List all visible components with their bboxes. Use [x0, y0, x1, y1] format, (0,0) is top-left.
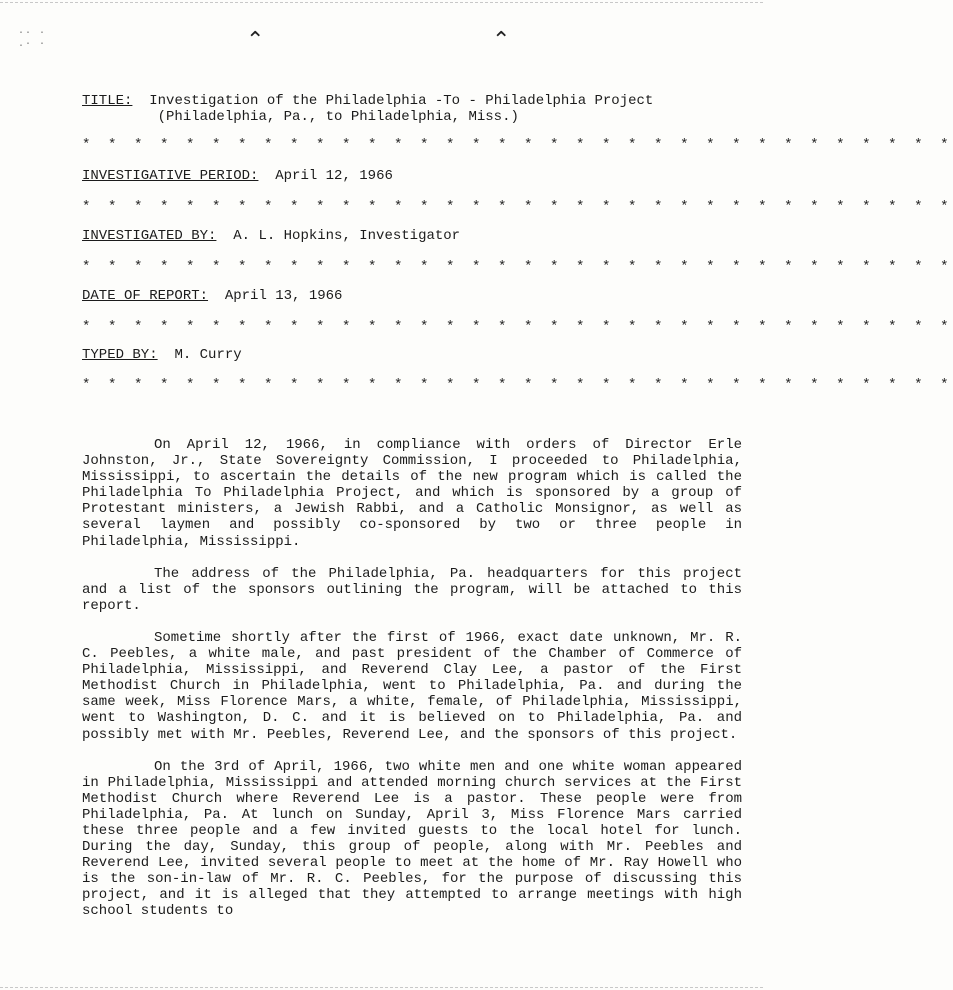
paragraph: The address of the Philadelphia, Pa. headquarters for this project and a list of the sponsors outlining the program, will be attached to this report. [82, 565, 742, 614]
bottom-border [0, 987, 763, 988]
top-border [0, 2, 763, 3]
paragraph: Sometime shortly after the first of 1966, exact date unknown, Mr. R. C. Peebles, a white male, and past president of the Chamber of Commerce of Philadelphia, Mississippi, and Reverend Clay Lee, a pastor of the First Methodist Church in Philadelphia, went to Philadelphia, Pa. and during the same week, Miss Florence Mars, a white, female, of Philadelphia, Mississippi, went to Washington, D. C. and it is believed on to Philadelphia, Pa. and possibly met with Mr. Peebles, Reverend Lee, and the sponsors of this project. [82, 629, 742, 743]
caret-mark-icon: ⌃ [492, 28, 511, 53]
separator: * * * * * * * * * * * * * * * * * * * * * * * * * * * * * * * * * * [82, 199, 953, 215]
separator: * * * * * * * * * * * * * * * * * * * * * * * * * * * * * * * * * * [82, 319, 953, 335]
investigated-by [82, 228, 460, 244]
investigative-period [82, 168, 393, 184]
corner-stamp-mark: ·· · .· · [18, 28, 47, 50]
typed-by [82, 347, 242, 363]
title-label: TITLE: [82, 93, 133, 109]
caret-mark-icon: ⌃ [246, 28, 265, 53]
date-of-report-value: April 13, 1966 [224, 288, 343, 304]
typed-by-label: TYPED BY: [82, 347, 158, 363]
separator: * * * * * * * * * * * * * * * * * * * * * * * * * * * * * * * * * * [82, 137, 953, 153]
typed-by-value: M. Curry [174, 347, 242, 363]
paragraph: On April 12, 1966, in compliance with orders of Director Erle Johnston, Jr., State Sovereignty Commission, I proceeded to Philadelphia, Mississippi, to ascertain the details of the new program which is called the Philadelphia To Philadelphia Project, and which is sponsored by a group of Protestant ministers, a Jewish Rabbi, and a Catholic Monsignor, as well as several laymen and possibly co-sponsored by two or three people in Philadelphia, Mississippi. [82, 437, 742, 550]
investigative-period-label: INVESTIGATIVE PERIOD: [82, 168, 259, 184]
investigated-by-label: INVESTIGATED BY: [82, 228, 217, 244]
title-line-1: Investigation of the Philadelphia -To - Philadelphia Project [149, 93, 654, 109]
title-line-2: (Philadelphia, Pa., to Philadelphia, Miss.) [157, 109, 519, 125]
separator: * * * * * * * * * * * * * * * * * * * * * * * * * * * * * * * * * * [82, 377, 953, 393]
date-of-report-label: DATE OF REPORT: [82, 288, 209, 304]
title-block [82, 93, 653, 125]
paragraph: On the 3rd of April, 1966, two white men and one white woman appeared in Philadelphia, Mississippi and attended morning church services at the First Methodist Church where Reverend Lee is a pastor. These people were from Philadelphia, Pa. At lunch on Sunday, April 3, Miss Florence Mars carried these three people and a few invited guests to the local hotel for lunch. During the day, Sunday, this group of people, along with Mr. Peebles and Reverend Lee, invited several people to meet at the home of Mr. Ray Howell who is the son-in-law of Mr. R. C. Peebles, for the purpose of discussing this project, and it is alleged that they attempted to arrange meetings with high school students to [82, 758, 742, 920]
date-of-report [82, 288, 342, 304]
separator: * * * * * * * * * * * * * * * * * * * * * * * * * * * * * * * * * * [82, 259, 953, 275]
investigated-by-value: A. L. Hopkins, Investigator [233, 228, 461, 244]
report-body [82, 437, 742, 936]
investigative-period-value: April 12, 1966 [275, 168, 393, 184]
